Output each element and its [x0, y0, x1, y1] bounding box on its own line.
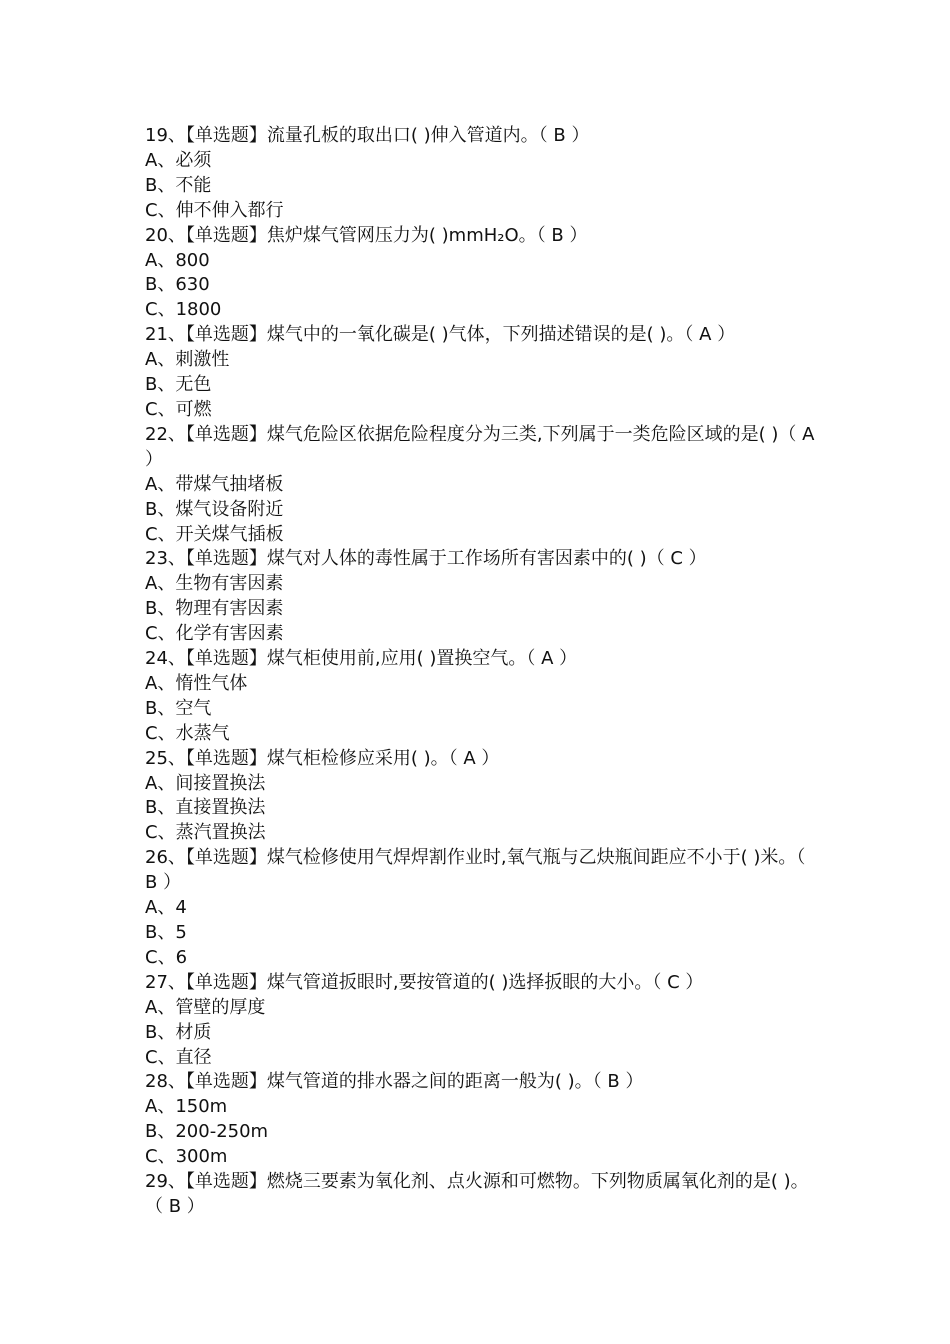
question-29	[145, 1170, 815, 1220]
question-21	[145, 323, 815, 423]
question-stem: 29、【单选题】燃烧三要素为氧化剂、点火源和可燃物。下列物质属氧化剂的是( )。（ B ）	[145, 1171, 809, 1217]
question-stem: 28、【单选题】煤气管道的排水器之间的距离一般为( )。（ B ）	[145, 1071, 644, 1093]
question-stem: 21、【单选题】煤气中的一氧化碳是( )气体，下列描述错误的是( )。（ A ）	[145, 324, 736, 346]
question-27	[145, 971, 815, 1071]
option-c: C、伸不伸入都行	[145, 199, 284, 221]
question-25	[145, 747, 815, 847]
option-b: B、物理有害因素	[145, 598, 284, 620]
question-stem: 23、【单选题】煤气对人体的毒性属于工作场所有害因素中的( )（ C ）	[145, 548, 707, 570]
question-stem: 26、【单选题】煤气检修使用气焊焊割作业时,氧气瓶与乙炔瓶间距应不小于( )米。（ B ）	[145, 847, 812, 894]
option-c: C、1800	[145, 299, 222, 321]
option-c: C、直径	[145, 1046, 212, 1068]
option-c: C、蒸汽置换法	[145, 822, 266, 844]
option-b: B、煤气设备附近	[145, 498, 284, 520]
question-23	[145, 547, 815, 647]
option-c: C、水蒸气	[145, 722, 230, 744]
option-a: A、必须	[145, 149, 212, 171]
option-b: B、材质	[145, 1021, 212, 1043]
option-c: C、300m	[145, 1146, 228, 1168]
option-b: B、200-250m	[145, 1121, 269, 1143]
question-22	[145, 423, 821, 548]
question-28	[145, 1070, 815, 1170]
option-c: C、6	[145, 946, 188, 968]
question-20	[145, 224, 815, 324]
question-stem: 25、【单选题】煤气柜检修应采用( )。（ A ）	[145, 747, 500, 769]
option-b: B、不能	[145, 174, 212, 196]
question-list	[145, 124, 821, 1220]
option-c: C、可燃	[145, 398, 212, 420]
option-a: A、生物有害因素	[145, 573, 284, 595]
question-stem: 19、【单选题】流量孔板的取出口( )伸入管道内。（ B ）	[145, 125, 590, 146]
question-19	[145, 124, 815, 224]
option-a: A、管壁的厚度	[145, 996, 266, 1018]
option-a: A、150m	[145, 1096, 228, 1118]
question-24	[145, 647, 815, 747]
option-a: A、刺激性	[145, 349, 230, 371]
option-b: B、630	[145, 274, 210, 296]
option-c: C、开关煤气插板	[145, 523, 284, 545]
option-a: A、间接置换法	[145, 772, 266, 794]
question-26	[145, 846, 815, 971]
option-c: C、化学有害因素	[145, 623, 284, 645]
option-b: B、直接置换法	[145, 797, 266, 819]
question-stem: 24、【单选题】煤气柜使用前,应用( )置换空气。（ A ）	[145, 648, 578, 670]
question-stem: 22、【单选题】煤气危险区依据危险程度分为三类,下列属于一类危险区域的是( )（ A ）	[145, 423, 821, 470]
question-stem: 27、【单选题】煤气管道扳眼时,要按管道的( )选择扳眼的大小。（ C ）	[145, 971, 704, 993]
option-b: B、5	[145, 922, 187, 943]
option-b: B、空气	[145, 697, 212, 719]
question-stem: 20、【单选题】焦炉煤气管网压力为( )mmH₂O。（ B ）	[145, 224, 588, 246]
option-a: A、800	[145, 249, 210, 271]
option-a: A、惰性气体	[145, 672, 248, 694]
option-a: A、4	[145, 897, 187, 919]
option-b: B、无色	[145, 374, 212, 396]
option-a: A、带煤气抽堵板	[145, 473, 284, 495]
